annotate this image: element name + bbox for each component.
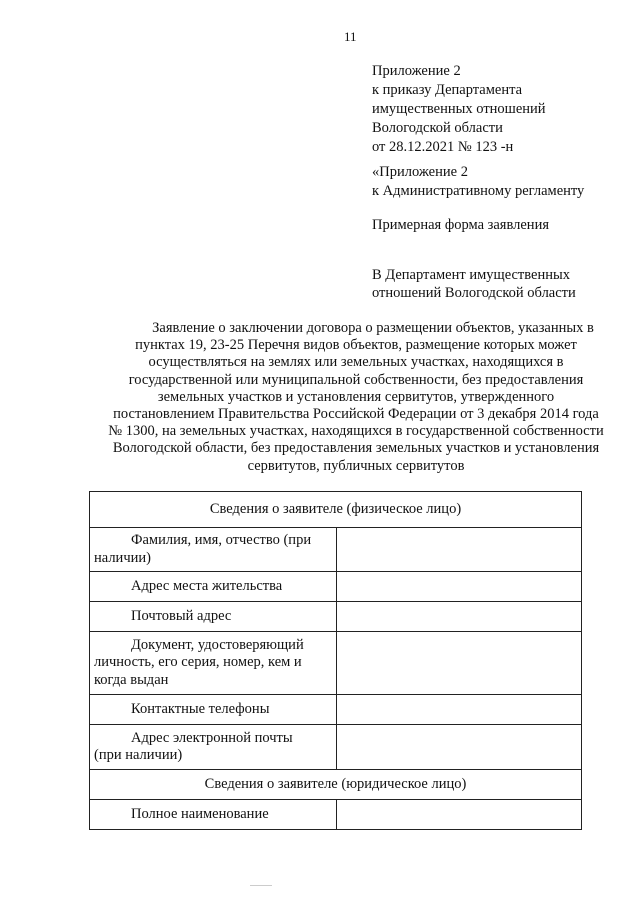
heading-line: сервитутов, публичных сервитутов (247, 457, 465, 474)
addressee-block (372, 266, 576, 302)
field-value-phones[interactable] (336, 695, 582, 725)
addressee-line: отношений Вологодской области (372, 285, 576, 301)
field-value-postal-address[interactable] (336, 602, 582, 632)
section-header-individual: Сведения о заявителе (физическое лицо) (90, 492, 582, 528)
applicant-info-table (89, 491, 582, 830)
form-title: Примерная форма заявления (372, 217, 549, 233)
label-line: когда выдан (94, 671, 169, 688)
table-row (90, 800, 582, 830)
field-label-phones (90, 695, 337, 725)
table-row (90, 528, 582, 572)
application-heading (86, 320, 626, 475)
table-row (90, 695, 582, 725)
appendix-regulation-block (372, 163, 584, 201)
field-label-postal-address (90, 602, 337, 632)
field-value-residence-address[interactable] (336, 572, 582, 602)
heading-line: № 1300, на земельных участках, находящихся в государственной собственности (108, 423, 604, 440)
addressee-line: В Департамент имущественных (372, 267, 570, 283)
field-label-identity-document (90, 632, 337, 695)
field-value-identity-document[interactable] (336, 632, 582, 695)
label-line: наличии) (94, 549, 151, 566)
heading-line: осуществляться на землях или земельных участках, находящихся в (148, 354, 564, 371)
appendix-order-block (372, 62, 546, 157)
field-label-full-name (90, 528, 337, 572)
field-label-legal-full-name (90, 800, 337, 830)
heading-line: Вологодской области, без предоставления земельных участков и установления (112, 440, 600, 457)
table-row (90, 725, 582, 770)
label-line: Полное наименование (131, 805, 269, 822)
table-row (90, 572, 582, 602)
field-value-email[interactable] (336, 725, 582, 770)
field-label-email (90, 725, 337, 770)
field-label-residence-address (90, 572, 337, 602)
table-row (90, 602, 582, 632)
field-value-legal-full-name[interactable] (336, 800, 582, 830)
heading-line: постановлением Правительства Российской Федерации от 3 декабря 2014 года (113, 406, 599, 423)
heading-line: пунктах 19, 23-25 Перечня видов объектов, размещение которых может (135, 337, 577, 354)
appendix-order-line: Вологодской области (372, 120, 503, 136)
appendix-order-date-number: от 28.12.2021 № 123 -н (372, 139, 514, 155)
scan-artifact-line (250, 885, 272, 886)
label-line: Адрес места жительства (131, 577, 283, 594)
field-value-full-name[interactable] (336, 528, 582, 572)
label-line: Фамилия, имя, отчество (при (131, 532, 312, 548)
page-number: 11 (344, 29, 357, 44)
appendix-order-line: к приказу Департамента (372, 82, 523, 98)
appendix-regulation-line: «Приложение 2 (372, 164, 468, 180)
appendix-order-line: имущественных отношений (372, 101, 546, 117)
label-line: Адрес электронной почты (131, 729, 293, 746)
appendix-regulation-line: к Административному регламенту (372, 183, 585, 199)
label-line: личность, его серия, номер, кем и (94, 654, 302, 671)
section-header-legal-entity: Сведения о заявителе (юридическое лицо) (90, 770, 582, 800)
label-line: Почтовый адрес (131, 607, 232, 624)
heading-line: государственной или муниципальной собственности, без предоставления (128, 371, 584, 388)
heading-line: земельных участков и установления сервитутов, утвержденного (157, 388, 555, 405)
table-row (90, 632, 582, 695)
heading-line: Заявление о заключении договора о размещении объектов, указанных в (152, 320, 594, 336)
label-line: Контактные телефоны (131, 700, 270, 717)
label-line: Документ, удостоверяющий (131, 636, 304, 653)
label-line: (при наличии) (94, 747, 183, 763)
appendix-order-line: Приложение 2 (372, 63, 461, 79)
